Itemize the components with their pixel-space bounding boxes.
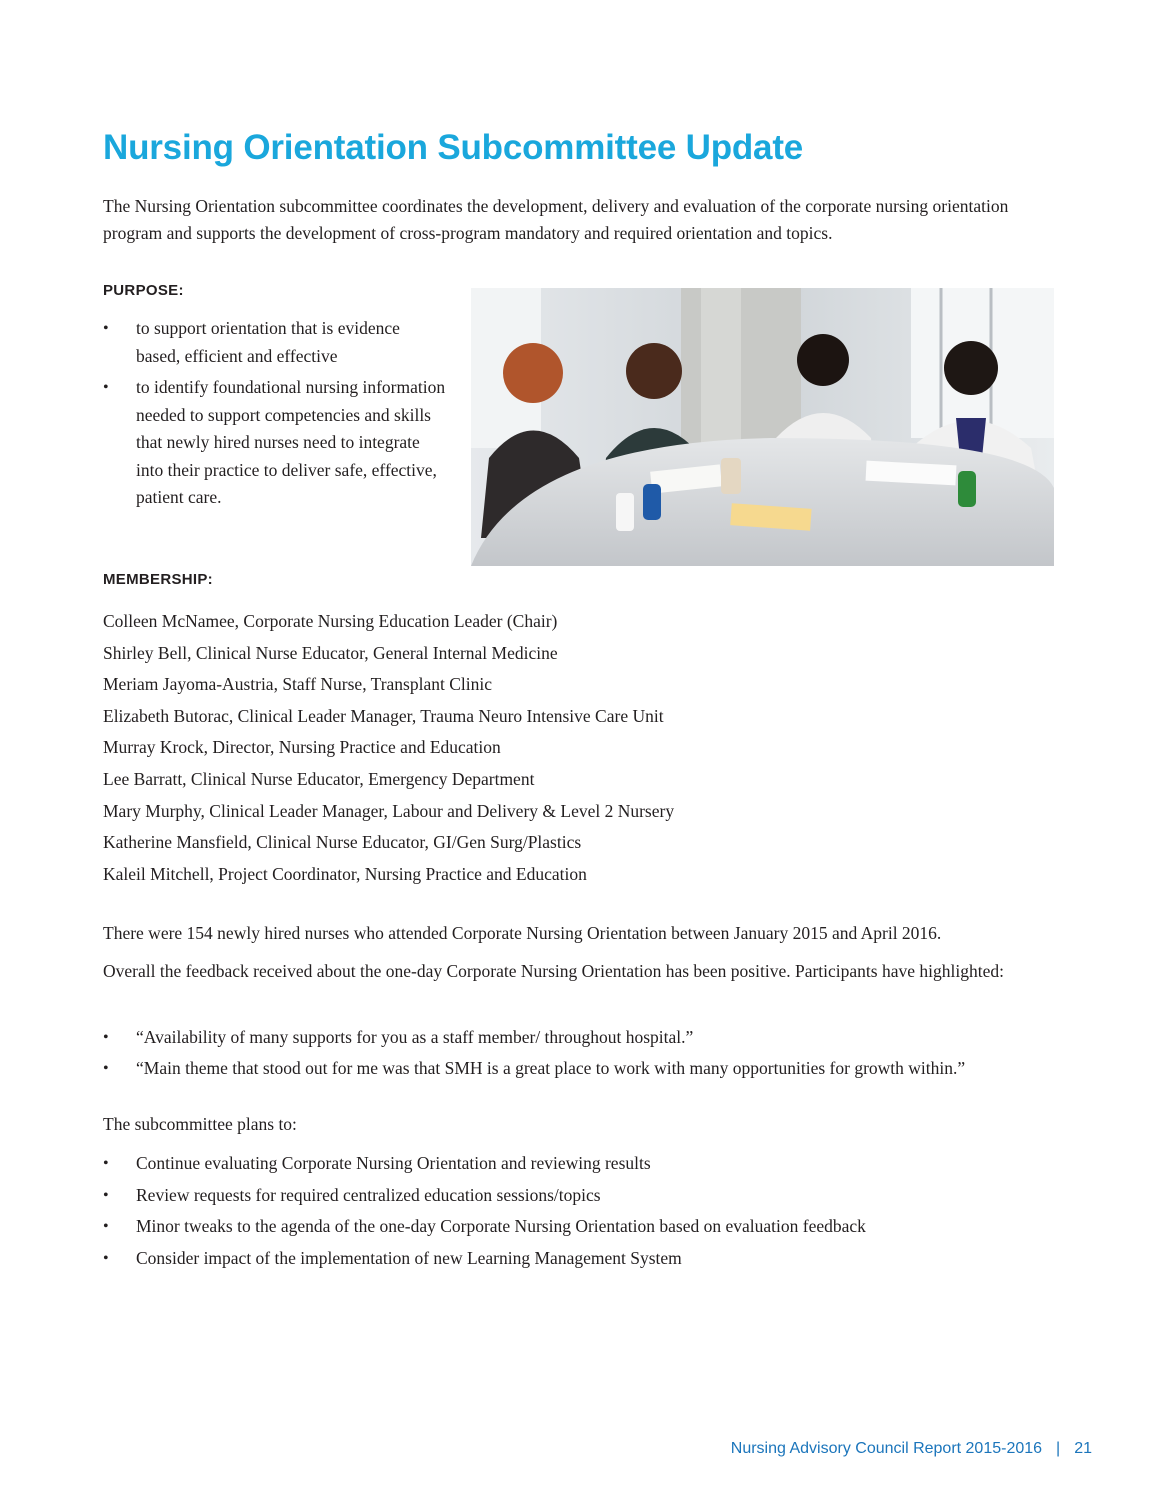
- member-item: Shirley Bell, Clinical Nurse Educator, General Internal Medicine: [103, 642, 558, 663]
- purpose-list: [103, 315, 448, 516]
- footer-separator: |: [1056, 1440, 1061, 1457]
- intro-paragraph: The Nursing Orientation subcommittee coordinates the development, delivery and evaluation of the corporate nursing orientation program and supports the development of cross-program mandatory and required orientation and topics.: [103, 196, 1009, 243]
- plan-item: • Minor tweaks to the agenda of the one-day Corporate Nursing Orientation based on evaluation feedback: [103, 1213, 1093, 1241]
- quote-item: • “Main theme that stood out for me was that SMH is a great place to work with many opportunities for growth within.”: [103, 1055, 1093, 1083]
- purpose-item: • to support orientation that is evidence based, efficient and effective: [103, 315, 448, 370]
- member-item: Kaleil Mitchell, Project Coordinator, Nursing Practice and Education: [103, 863, 587, 884]
- member-item: Murray Krock, Director, Nursing Practice and Education: [103, 737, 501, 758]
- page-number: 21: [1074, 1440, 1092, 1457]
- purpose-item: • to identify foundational nursing information needed to support competencies and skills that newly hired nurses need to integrate into their practice to deliver safe, effective, patient care.: [103, 374, 448, 512]
- feedback-paragraph: Overall the feedback received about the one-day Corporate Nursing Orientation has been positive. Participants have highlighted:: [103, 961, 1004, 981]
- participant-quotes-list: [103, 1024, 1093, 1086]
- purpose-heading: PURPOSE:: [103, 282, 184, 299]
- page-footer: [731, 1440, 1092, 1458]
- footer-report-title: Nursing Advisory Council Report 2015-2016: [730, 1440, 1043, 1457]
- member-item: Elizabeth Butorac, Clinical Leader Manager, Trauma Neuro Intensive Care Unit: [103, 705, 664, 726]
- team-meeting-photo: [471, 288, 1054, 566]
- page-title: Nursing Orientation Subcommittee Update: [103, 128, 804, 167]
- orientation-stat-paragraph: There were 154 newly hired nurses who attended Corporate Nursing Orientation between January 2015 and April 2016.: [103, 923, 942, 943]
- plan-item: • Review requests for required centralized education sessions/topics: [103, 1182, 1093, 1210]
- member-item: Mary Murphy, Clinical Leader Manager, Labour and Delivery & Level 2 Nursery: [103, 800, 675, 821]
- membership-list: [103, 606, 674, 890]
- membership-heading: MEMBERSHIP:: [103, 571, 213, 588]
- member-item: Colleen McNamee, Corporate Nursing Education Leader (Chair): [103, 611, 558, 631]
- member-item: Katherine Mansfield, Clinical Nurse Educator, GI/Gen Surg/Plastics: [103, 832, 582, 853]
- member-item: Meriam Jayoma-Austria, Staff Nurse, Transplant Clinic: [103, 674, 492, 695]
- quote-item: • “Availability of many supports for you as a staff member/ throughout hospital.”: [103, 1024, 1093, 1052]
- member-item: Lee Barratt, Clinical Nurse Educator, Emergency Department: [103, 768, 535, 789]
- plan-item: • Continue evaluating Corporate Nursing Orientation and reviewing results: [103, 1150, 1093, 1178]
- plan-item: • Consider impact of the implementation of new Learning Management System: [103, 1245, 1093, 1273]
- plans-list: [103, 1150, 1093, 1276]
- plans-intro-paragraph: The subcommittee plans to:: [103, 1114, 297, 1134]
